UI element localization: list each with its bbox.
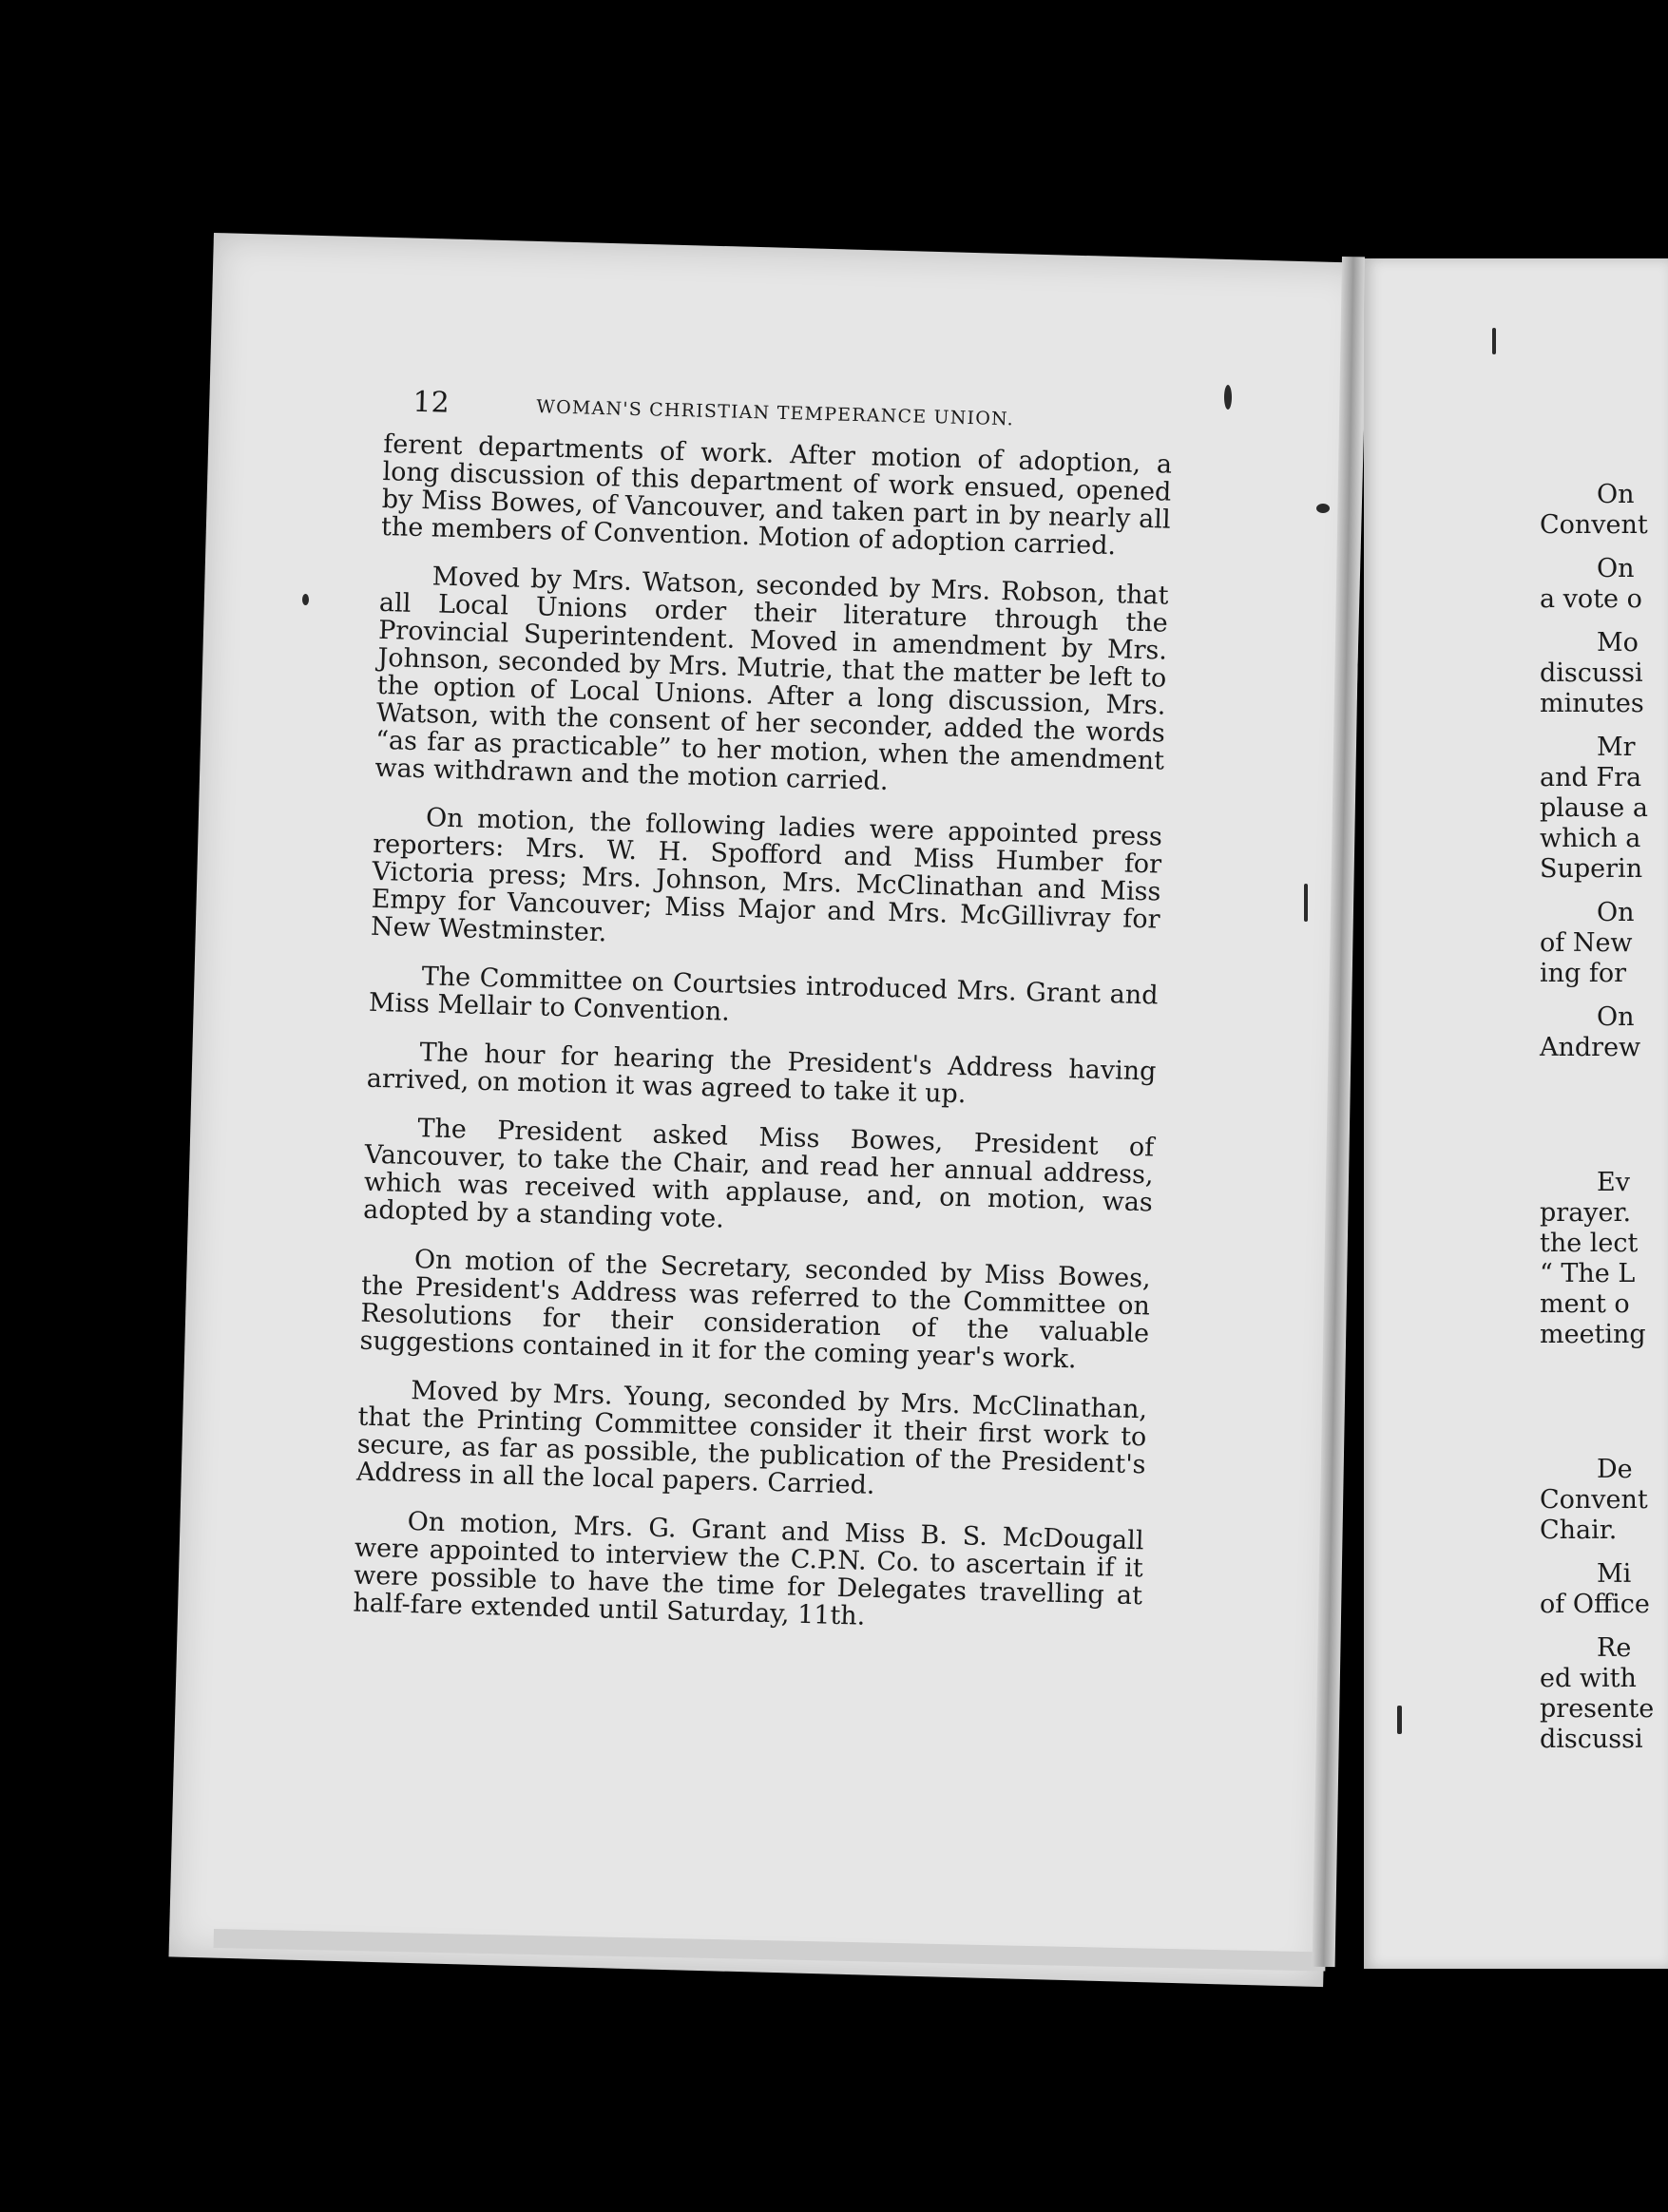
right-line: presente bbox=[1540, 1694, 1655, 1724]
right-line: ment o bbox=[1540, 1289, 1630, 1319]
right-line: On bbox=[1597, 554, 1635, 583]
right-line: meeting bbox=[1540, 1320, 1646, 1349]
right-line: of New bbox=[1540, 928, 1633, 958]
paragraph: Moved by Mrs. Young, seconded by Mrs. McClinathan, that the Printing Committee consider it their first work to secure, as far as possible, the publication of the President's Address in all the local papers. Carried. bbox=[355, 1376, 1148, 1500]
right-line: Andrew bbox=[1540, 1033, 1641, 1062]
right-line: ed with bbox=[1540, 1664, 1637, 1693]
film-speck bbox=[1224, 385, 1232, 410]
paragraph: The Committee on Courtsies introduced Mrs. Grant and Miss Mellair to Convention. bbox=[368, 962, 1159, 1027]
paragraph: The hour for hearing the President's Address having arrived, on motion it was agreed to take it up. bbox=[366, 1038, 1157, 1110]
film-speck bbox=[1316, 504, 1330, 513]
right-line: On bbox=[1597, 898, 1635, 927]
right-line: ing for bbox=[1540, 959, 1627, 988]
paragraph: On motion of the Secretary, seconded by Miss Bowes, the President's Address was referred to the Committee on Resolutions for their consideration of the valuable suggestions contained in it for the coming year's work. bbox=[359, 1245, 1152, 1375]
right-line: prayer. bbox=[1540, 1198, 1632, 1228]
right-page-text bbox=[1540, 480, 1663, 1755]
left-page-text bbox=[352, 385, 1173, 1658]
running-title: WOMAN'S CHRISTIAN TEMPERANCE UNION. bbox=[536, 396, 1015, 430]
right-line: Mo bbox=[1597, 628, 1639, 658]
film-speck bbox=[1304, 884, 1308, 922]
right-line: Convent bbox=[1540, 510, 1648, 540]
right-line: of Office bbox=[1540, 1590, 1650, 1619]
right-line: On bbox=[1597, 480, 1635, 509]
right-line: Superin bbox=[1540, 854, 1643, 884]
page-number: 12 bbox=[412, 385, 451, 420]
right-line: On bbox=[1597, 1002, 1635, 1032]
right-line: Chair. bbox=[1540, 1516, 1618, 1545]
right-line: Convent bbox=[1540, 1485, 1648, 1515]
right-line: minutes bbox=[1540, 689, 1644, 718]
paragraph: On motion, Mrs. G. Grant and Miss B. S. McDougall were appointed to interview the C.P.N. Co. to ascertain if it were possible to have the time for Delegates travelling at half-fare extended until Saturday, 11th. bbox=[353, 1507, 1144, 1631]
paragraph: Moved by Mrs. Watson, seconded by Mrs. Robson, that all Local Unions order their literature through the Provincial Superintendent. Moved in amendment by Mrs. Johnson, seconded by Mrs. Mutrie, that the matter be left to the option of Local Unions. After a long discussion, Mrs. Watson, with the consent of her seconder, added the words “as far as practicable” to her motion, when the amendment was withdrawn and the motion carried. bbox=[374, 562, 1169, 796]
right-line: and Fra bbox=[1540, 763, 1642, 792]
right-line: which a bbox=[1540, 824, 1641, 853]
paragraph: The President asked Miss Bowes, President of Vancouver, to take the Chair, and read her annual address, which was received with applause, and, on motion, was adopted by a standing vote. bbox=[362, 1114, 1155, 1234]
right-line: discussi bbox=[1540, 1725, 1643, 1754]
paragraph: ferent departments of work. After motion of adoption, a long discussion of this department of work ensued, opened by Miss Bowes, of Vancouver, and taken part in by nearly all the members of Convention. Motion of adoption carried. bbox=[380, 429, 1173, 562]
film-speck bbox=[302, 594, 309, 605]
paragraph: On motion, the following ladies were appointed press reporters: Mrs. W. H. Spofford and Miss Humber for Victoria press; Mrs. Johnson, Mrs. McClinathan and Miss Empy for Vancouver; Miss Major and Mrs. McGillivray for New Westminster. bbox=[370, 803, 1163, 948]
right-line: discussi bbox=[1540, 658, 1643, 688]
right-line: Ev bbox=[1597, 1168, 1630, 1197]
film-speck bbox=[1492, 328, 1496, 354]
right-line: De bbox=[1597, 1455, 1633, 1484]
right-line: Mr bbox=[1597, 733, 1636, 762]
right-line: plause a bbox=[1540, 793, 1648, 823]
right-line: the lect bbox=[1540, 1229, 1639, 1258]
right-line: Re bbox=[1597, 1633, 1632, 1663]
film-speck bbox=[1397, 1706, 1402, 1734]
right-line: Mi bbox=[1597, 1559, 1632, 1589]
right-line: a vote o bbox=[1540, 584, 1642, 614]
right-line: “ The L bbox=[1540, 1259, 1636, 1288]
